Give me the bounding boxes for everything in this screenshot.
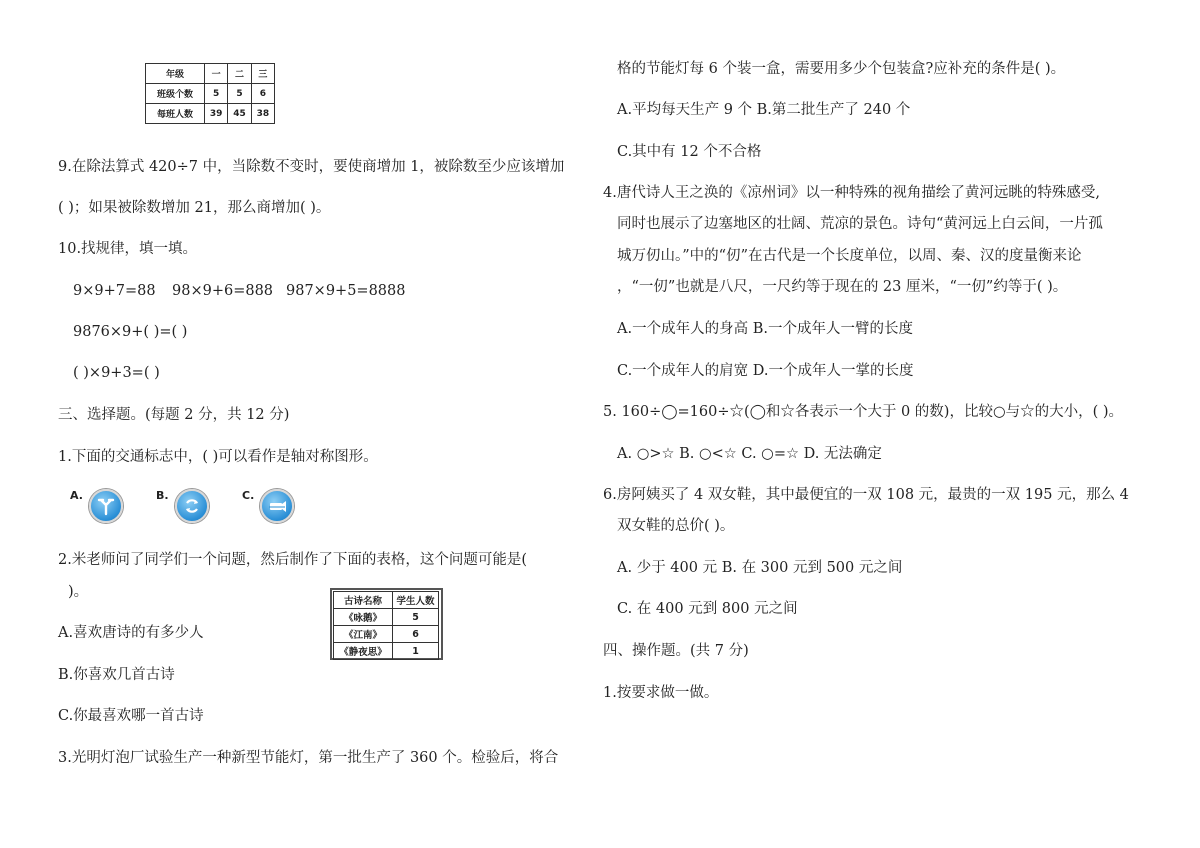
s3q3-option-c: C.其中有 12 个不合格 <box>617 144 762 160</box>
option-letter: A. <box>70 489 83 502</box>
table-cell: 6 <box>393 626 439 643</box>
s3q4-line4: ，“一仞”也就是八尺，一尺约等于现在的 23 厘米，“一仞”约等于( )。 <box>617 279 1068 295</box>
table-row <box>334 609 439 626</box>
s3q2-option-a: A.喜欢唐诗的有多少人 <box>58 625 204 641</box>
table-row <box>334 643 439 660</box>
table-cell: 每班人数 <box>146 104 205 124</box>
s3q3-line2: 格的节能灯每 6 个装一盒，需要用多少个包装盒?应补充的条件是( )。 <box>617 61 1066 77</box>
s3q1-text: 1.下面的交通标志中，( )可以看作是轴对称图形。 <box>58 449 378 465</box>
class-table <box>145 63 275 124</box>
s3q3-options-ab: A.平均每天生产 9 个 B.第二批生产了 240 个 <box>617 102 911 118</box>
q9-line1: 9.在除法算式 420÷7 中，当除数不变时，要使商增加 1，被除数至少应该增加 <box>58 159 565 175</box>
table-cell: 三 <box>251 64 274 84</box>
table-cell: 39 <box>205 104 228 124</box>
table-cell: 1 <box>393 643 439 660</box>
table-row <box>334 592 439 609</box>
table-row <box>146 64 275 84</box>
q10-eq5: ( )×9+3=( ) <box>73 365 160 381</box>
q10-eq4: 9876×9+( )=( ) <box>73 324 188 340</box>
section4-title: 四、操作题。(共 7 分) <box>603 643 749 659</box>
table-cell: 学生人数 <box>393 592 439 609</box>
q10-eq3: 987×9+5=8888 <box>286 283 406 299</box>
s4q1-text: 1.按要求做一做。 <box>603 685 719 701</box>
s3q4-options-cd: C.一个成年人的肩宽 D.一个成年人一掌的长度 <box>617 363 914 379</box>
traffic-sign-roundabout-icon <box>175 489 209 523</box>
s3q5-line1: 5. 160÷◯=160÷☆(◯和☆各表示一个大于 0 的数)，比较○与☆的大小，( )。 <box>603 404 1124 420</box>
section3-title: 三、选择题。(每题 2 分，共 12 分) <box>58 407 290 423</box>
poem-table <box>333 591 439 660</box>
sign-option-b <box>156 489 209 523</box>
s3q6-option-c: C. 在 400 元到 800 元之间 <box>617 601 798 617</box>
q9-line2: ( )；如果被除数增加 21，那么商增加( )。 <box>58 200 331 216</box>
table-cell: 5 <box>205 84 228 104</box>
q10-title: 10.找规律，填一填。 <box>58 241 198 257</box>
s3q2-option-c: C.你最喜欢哪一首古诗 <box>58 708 204 724</box>
table-cell: 38 <box>251 104 274 124</box>
traffic-sign-fork-icon <box>89 489 123 523</box>
s3q4-line1: 4.唐代诗人王之涣的《凉州词》以一种特殊的视角描绘了黄河远眺的特殊感受, <box>603 185 1100 201</box>
s3q5-options: A. ○>☆ B. ○<☆ C. ○=☆ D. 无法确定 <box>617 446 882 462</box>
table-cell: 《咏鹅》 <box>334 609 393 626</box>
s3q6-line1: 6.房阿姨买了 4 双女鞋，其中最便宜的一双 108 元，最贵的一双 195 元，那么 4 <box>603 487 1129 503</box>
table-cell: 二 <box>228 64 251 84</box>
table-cell: 《江南》 <box>334 626 393 643</box>
table-cell: 班级个数 <box>146 84 205 104</box>
s3q4-options-ab: A.一个成年人的身高 B.一个成年人一臂的长度 <box>617 321 913 337</box>
s3q4-line3: 城万仞山。”中的“仞”在古代是一个长度单位，以周、秦、汉的度量衡来论 <box>617 248 1082 264</box>
s3q2-option-b: B.你喜欢几首古诗 <box>58 667 175 683</box>
table-cell: 《静夜思》 <box>334 643 393 660</box>
q10-eq2: 98×9+6=888 <box>172 283 274 299</box>
table-cell: 古诗名称 <box>334 592 393 609</box>
table-cell: 45 <box>228 104 251 124</box>
s3q2-line2: )。 <box>68 584 89 600</box>
table-cell: 5 <box>228 84 251 104</box>
sign-option-c <box>242 489 294 523</box>
option-letter: C. <box>242 489 255 502</box>
table-cell: 6 <box>251 84 274 104</box>
table-cell: 5 <box>393 609 439 626</box>
table-row <box>146 104 275 124</box>
table-row <box>146 84 275 104</box>
table-cell: 年级 <box>146 64 205 84</box>
table-cell: 一 <box>205 64 228 84</box>
q10-eq1: 9×9+7=88 <box>73 283 156 299</box>
option-letter: B. <box>156 489 169 502</box>
s3q2-line1: 2.米老师问了同学们一个问题，然后制作了下面的表格，这个问题可能是( <box>58 552 527 568</box>
sign-option-a <box>70 489 123 523</box>
table-row <box>334 626 439 643</box>
s3q3-line1: 3.光明灯泡厂试验生产一种新型节能灯，第一批生产了 360 个。检验后，将合 <box>58 750 559 766</box>
s3q4-line2: 同时也展示了边塞地区的壮阔、荒凉的景色。诗句“黄河远上白云间，一片孤 <box>617 216 1103 232</box>
traffic-sign-horn-icon <box>260 489 294 523</box>
s3q6-options-ab: A. 少于 400 元 B. 在 300 元到 500 元之间 <box>617 560 903 576</box>
s3q6-line2: 双女鞋的总价( )。 <box>617 518 735 534</box>
